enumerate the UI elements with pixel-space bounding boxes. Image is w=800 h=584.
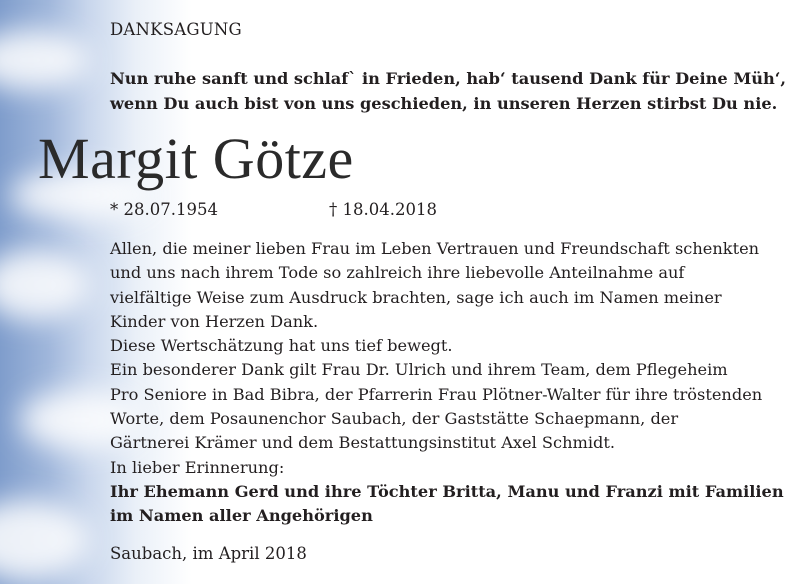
text-line: Worte, dem Posaunenchor Saubach, der Gaststätte Schaepmann, der — [110, 409, 679, 429]
heading: DANKSAGUNG — [110, 20, 242, 39]
text-line: Pro Seniore in Bad Bibra, der Pfarrerin Frau Plötner-Walter für ihre tröstenden — [110, 384, 763, 404]
text-line: Diese Wertschätzung hat uns tief bewegt. — [110, 336, 453, 356]
deceased-name: Margit Götze — [38, 126, 354, 191]
life-dates — [110, 200, 437, 219]
thanks-text — [110, 237, 790, 456]
closing-intro: In lieber Erinnerung: — [110, 458, 285, 477]
closing-block — [110, 456, 784, 528]
text-line: Gärtnerei Krämer und dem Bestattungsinstitut Axel Schmidt. — [110, 433, 616, 453]
place-date: Saubach, im April 2018 — [110, 544, 307, 563]
family-line: Ihr Ehemann Gerd und ihre Töchter Britta, Manu und Franzi mit Familien — [110, 482, 784, 501]
text-line: Kinder von Herzen Dank. — [110, 311, 319, 331]
text-line: und uns nach ihrem Tode so zahlreich ihre liebevolle Anteilnahme auf — [110, 263, 685, 283]
birth-date: * 28.07.1954 — [110, 200, 218, 219]
verse — [110, 66, 786, 116]
family-line: im Namen aller Angehörigen — [110, 506, 373, 525]
text-line: Ein besonderer Dank gilt Frau Dr. Ulrich und ihrem Team, dem Pflegeheim — [110, 360, 728, 380]
verse-line: Nun ruhe sanft und schlaf` in Frieden, hab‘ tausend Dank für Deine Müh‘, — [110, 69, 787, 88]
verse-line: wenn Du auch bist von uns geschieden, in unseren Herzen stirbst Du nie. — [110, 94, 778, 113]
text-line: vielfältige Weise zum Ausdruck brachten, sage ich auch im Namen meiner — [110, 287, 722, 307]
death-date: † 18.04.2018 — [329, 200, 437, 219]
text-line: Allen, die meiner lieben Frau im Leben Vertrauen und Freundschaft schenkten — [110, 239, 760, 258]
